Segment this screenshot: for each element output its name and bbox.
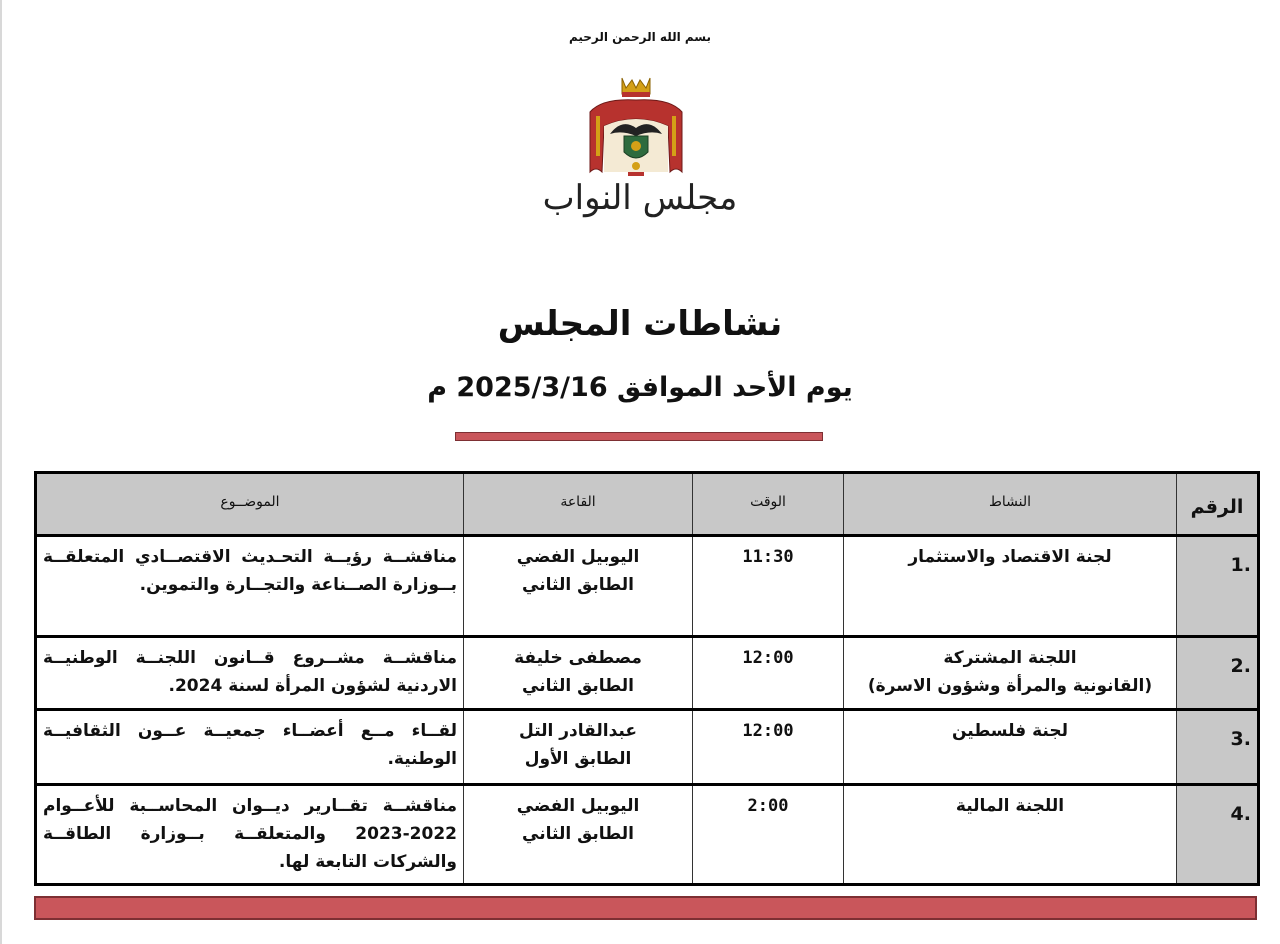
row-number: .4 [1177, 785, 1259, 885]
row-number: .2 [1177, 637, 1259, 710]
page-title: نشاطات المجلس [497, 304, 783, 344]
row-topic: مناقشــة رؤيــة التحـديث الاقتصــادي المتعلقــة بــوزارة الصــناعة والتجــارة والتموين. [36, 536, 464, 637]
date-heading: يوم الأحد الموافق 2025/3/16 م [427, 372, 853, 403]
row-activity: لجنة الاقتصاد والاستثمار [844, 536, 1177, 637]
activities-table [34, 471, 1260, 886]
row-time: 12:00 [693, 710, 844, 785]
table-row [36, 785, 1259, 885]
council-logo-text: مجلس النواب [542, 178, 738, 218]
header-hall: القاعة [464, 473, 693, 536]
footer-divider [34, 896, 1257, 920]
activity-subtitle: (القانونية والمرأة وشؤون الاسرة) [867, 676, 1153, 696]
table-row [36, 710, 1259, 785]
row-activity: لجنة فلسطين [844, 710, 1177, 785]
header-time: الوقت [693, 473, 844, 536]
row-time: 2:00 [693, 785, 844, 885]
hall-name: عبدالقادر التل [519, 721, 637, 741]
hall-floor: الطابق الثاني [522, 676, 634, 696]
hall-name: اليوبيل الفضي [516, 547, 640, 567]
row-number: .1 [1177, 536, 1259, 637]
hall-floor: الطابق الثاني [522, 824, 634, 844]
row-hall [464, 710, 693, 785]
header-activity: النشاط [844, 473, 1177, 536]
table-header-row [36, 473, 1259, 536]
row-activity: اللجنة المالية [844, 785, 1177, 885]
hall-floor: الطابق الثاني [522, 575, 634, 595]
basmala: بسم الله الرحمن الرحيم [568, 30, 712, 44]
header-number: الرقم [1177, 473, 1259, 536]
title-divider [455, 432, 823, 441]
table-row [36, 536, 1259, 637]
row-hall [464, 785, 693, 885]
table-row [36, 637, 1259, 710]
row-hall [464, 536, 693, 637]
page-edge [0, 0, 2, 944]
hall-name: مصطفى خليفة [514, 648, 642, 668]
header-topic: الموضــوع [36, 473, 464, 536]
coat-of-arms-icon [582, 72, 690, 180]
row-time: 11:30 [693, 536, 844, 637]
hall-floor: الطابق الأول [524, 749, 632, 769]
row-hall [464, 637, 693, 710]
row-topic: لقــاء مــع أعضــاء جمعيــة عــون الثقافيــة الوطنية. [36, 710, 464, 785]
row-time: 12:00 [693, 637, 844, 710]
hall-name: اليوبيل الفضي [516, 796, 640, 816]
row-number: .3 [1177, 710, 1259, 785]
activity-title: اللجنة المشتركة [943, 648, 1077, 668]
row-topic: مناقشــة تقــارير ديــوان المحاســبة للأعــوام 2022-2023 والمتعلقــة بــوزارة الطاقــة والشركات التابعة لها. [36, 785, 464, 885]
row-activity [844, 637, 1177, 710]
row-topic: مناقشــة مشــروع قــانون اللجنــة الوطنيــة الاردنية لشؤون المرأة لسنة 2024. [36, 637, 464, 710]
